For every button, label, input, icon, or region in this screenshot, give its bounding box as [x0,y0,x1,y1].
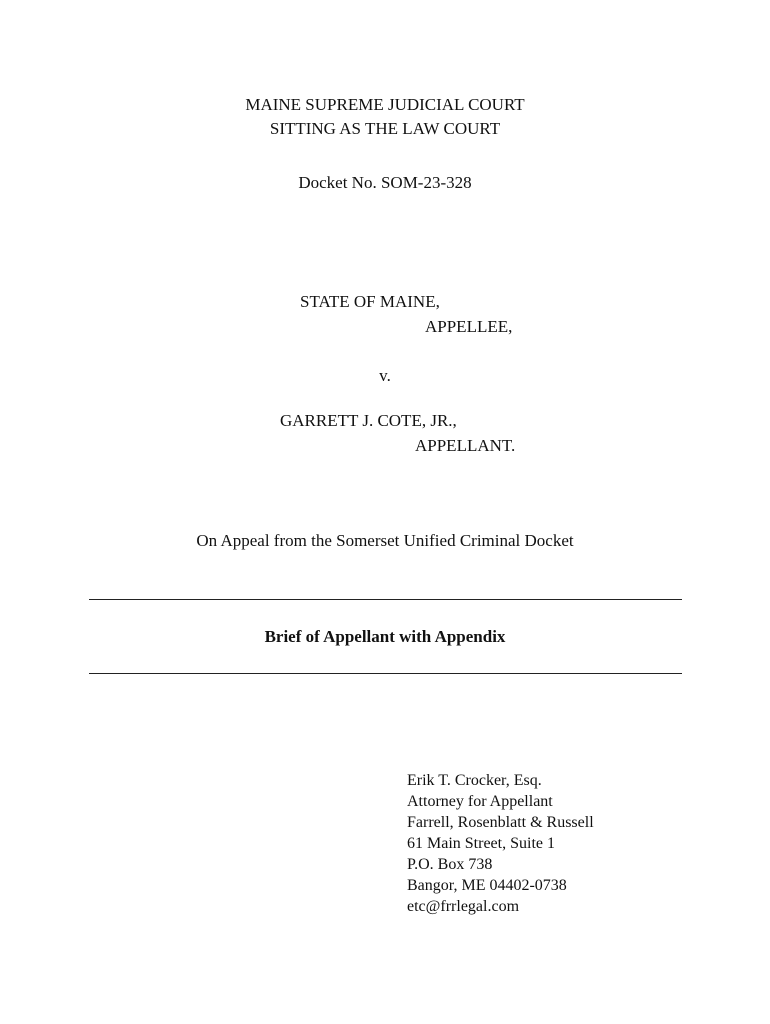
street-address: 61 Main Street, Suite 1 [407,835,555,852]
bottom-divider [89,673,682,674]
court-sitting: SITTING AS THE LAW COURT [269,119,501,138]
po-box: P.O. Box 738 [407,856,493,873]
attorney-role: Attorney for Appellant [407,793,553,810]
city-state-zip: Bangor, ME 04402-0738 [407,877,567,894]
appellee-role: APPELLEE, [425,317,513,336]
top-divider [89,599,682,600]
appellant-role: APPELLANT. [415,436,516,455]
docket-number: Docket No. SOM-23-328 [298,173,472,192]
court-name: MAINE SUPREME JUDICIAL COURT [245,95,525,114]
attorney-name: Erik T. Crocker, Esq. [407,772,542,789]
versus: v. [379,366,391,385]
attorney-signature-block [407,770,594,917]
law-firm: Farrell, Rosenblatt & Russell [407,814,594,831]
brief-title: Brief of Appellant with Appendix [264,627,506,646]
appeal-source: On Appeal from the Somerset Unified Criminal Docket [196,531,574,550]
appellee-name: STATE OF MAINE, [300,292,440,311]
attorney-email: etc@frrlegal.com [407,898,520,915]
appellant-name: GARRETT J. COTE, JR., [280,411,457,430]
